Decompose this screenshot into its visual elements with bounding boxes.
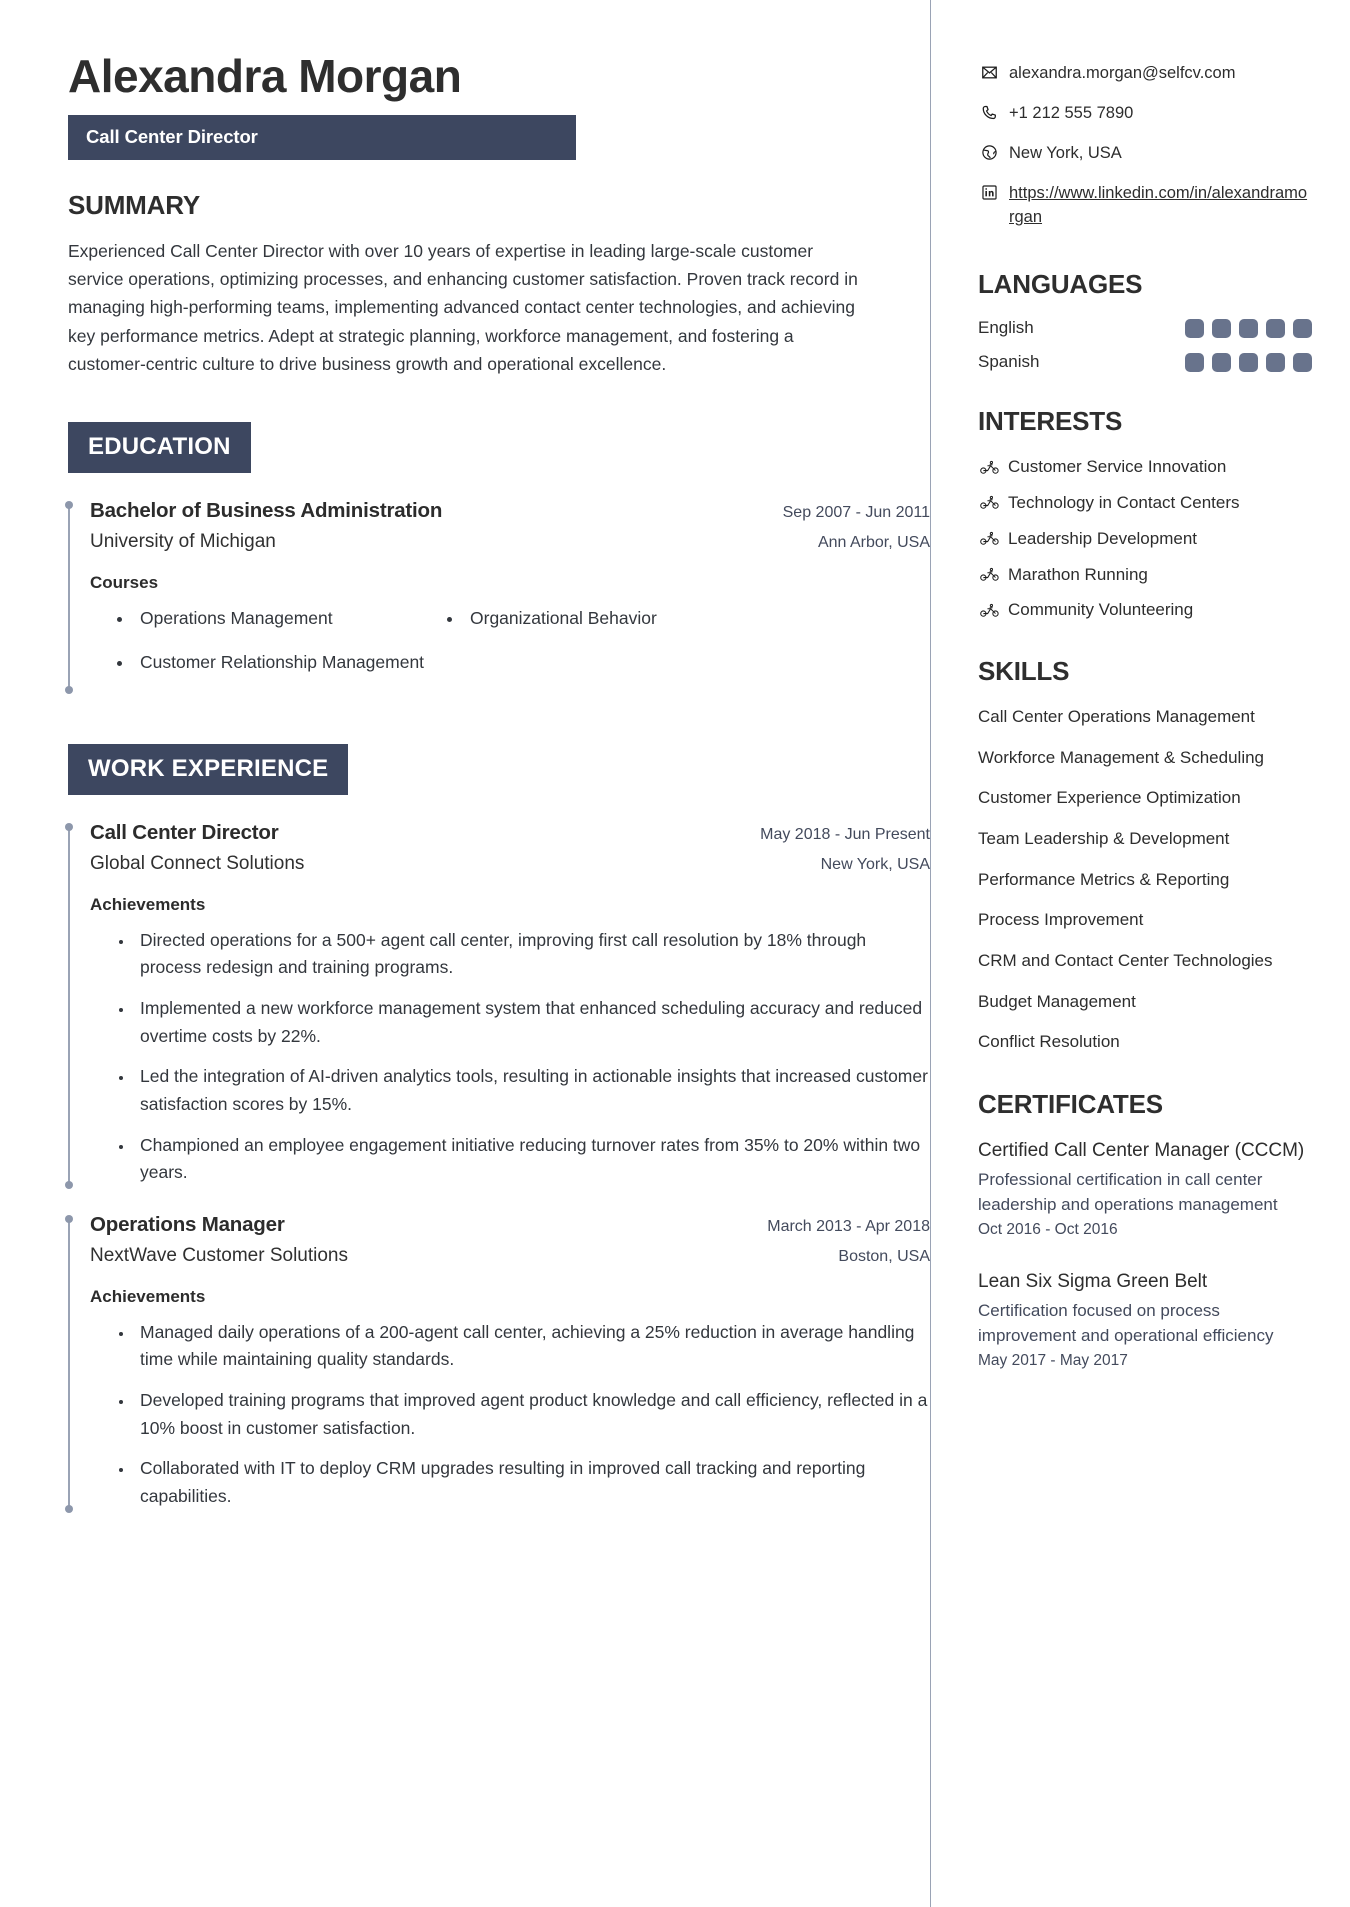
interest-label: Customer Service Innovation	[1008, 457, 1227, 477]
course-item: • Organizational Behavior	[464, 605, 780, 632]
level-square	[1266, 353, 1285, 372]
timeline-rail	[68, 1219, 70, 1509]
interest-item	[978, 491, 1312, 515]
linkedin-icon	[978, 182, 1000, 201]
achievement-item: • Developed training programs that improved agent product knowledge and call efficiency, reflected in a 10% boost in customer satisfaction.	[134, 1387, 930, 1442]
level-square	[1185, 353, 1204, 372]
sidebar-column	[930, 0, 1350, 1907]
skill-item: Call Center Operations Management	[978, 707, 1255, 727]
language-name: Spanish	[978, 352, 1040, 372]
certificates-list	[978, 1138, 1312, 1370]
skill-item: Process Improvement	[978, 910, 1144, 930]
course-item: • Operations Management	[134, 605, 450, 632]
interests-list	[978, 455, 1312, 622]
interests-heading: INTERESTS	[978, 406, 1123, 437]
work-location: Boston, USA	[838, 1247, 930, 1265]
skill-item: Conflict Resolution	[978, 1032, 1120, 1052]
education-location: Ann Arbor, USA	[817, 534, 930, 552]
achievements-list	[90, 1319, 930, 1511]
certificate-name: Certified Call Center Manager (CCCM)	[978, 1139, 1305, 1161]
phone-icon	[978, 102, 1000, 121]
education-school: University of Michigan	[90, 531, 276, 553]
achievement-item: • Led the integration of AI-driven analytics tools, resulting in actionable insights that increased customer satisfaction scores by 15%.	[134, 1063, 930, 1118]
interest-label: Marathon Running	[1008, 564, 1148, 584]
language-level-indicator	[1185, 319, 1312, 338]
contact-linkedin-text[interactable]: https://www.linkedin.com/in/alexandramorgan	[1009, 184, 1308, 226]
contact-item-location[interactable]	[978, 142, 1312, 165]
timeline-dot-top	[65, 823, 73, 831]
skill-item: Workforce Management & Scheduling	[978, 747, 1265, 767]
work-date: March 2013 - Apr 2018	[767, 1217, 930, 1235]
contact-email-text: alexandra.morgan@selfcv.com	[1009, 64, 1236, 82]
bicycle-icon	[978, 495, 1000, 510]
work-company: Global Connect Solutions	[90, 852, 305, 874]
achievement-item: • Collaborated with IT to deploy CRM upgrades resulting in improved call tracking and reporting capabilities.	[134, 1455, 930, 1510]
level-square	[1293, 319, 1312, 338]
skills-list	[978, 705, 1312, 1055]
timeline-rail	[68, 827, 70, 1185]
interest-label: Technology in Contact Centers	[1008, 492, 1240, 512]
interest-label: Community Volunteering	[1008, 600, 1194, 620]
level-square	[1293, 353, 1312, 372]
interest-item	[978, 598, 1312, 622]
certificate-description: Certification focused on process improvement and operational efficiency	[978, 1300, 1274, 1346]
bicycle-icon	[978, 603, 1000, 618]
contact-list	[978, 62, 1312, 229]
contact-item-phone[interactable]	[978, 102, 1312, 125]
timeline-dot-bottom	[65, 1181, 73, 1189]
languages-list	[978, 318, 1312, 372]
skill-item: Budget Management	[978, 991, 1136, 1011]
certificate-description: Professional certification in call center leadership and operations management	[978, 1169, 1278, 1215]
achievements-list	[90, 927, 930, 1187]
certificate-name: Lean Six Sigma Green Belt	[978, 1270, 1208, 1292]
work-entry	[68, 1213, 930, 1511]
timeline-dot-top	[65, 501, 73, 509]
contact-item-email[interactable]	[978, 62, 1312, 85]
languages-heading: LANGUAGES	[978, 269, 1143, 300]
work-role: Call Center Director	[90, 820, 279, 844]
bicycle-icon	[978, 567, 1000, 582]
level-square	[1266, 319, 1285, 338]
timeline-rail	[68, 505, 70, 689]
summary-heading: SUMMARY	[68, 189, 200, 220]
courses-list	[90, 605, 780, 691]
language-name: English	[978, 318, 1034, 338]
certificate-item	[978, 1138, 1312, 1239]
course-item: • Customer Relationship Management	[134, 649, 450, 676]
work-location: New York, USA	[820, 855, 930, 873]
globe-icon	[978, 142, 1000, 161]
achievements-label: Achievements	[90, 1286, 206, 1306]
language-item	[978, 352, 1312, 372]
work-role: Operations Manager	[90, 1212, 285, 1236]
interest-item	[978, 563, 1312, 587]
skill-item: Performance Metrics & Reporting	[978, 869, 1230, 889]
education-entry	[68, 499, 930, 691]
level-square	[1212, 353, 1231, 372]
work-entry	[68, 821, 930, 1187]
bicycle-icon	[978, 460, 1000, 475]
education-degree: Bachelor of Business Administration	[90, 499, 443, 523]
timeline-dot-bottom	[65, 686, 73, 694]
level-square	[1185, 319, 1204, 338]
language-item	[978, 318, 1312, 338]
achievement-item: • Directed operations for a 500+ agent call center, improving first call resolution by 18% through process redesign and training programs.	[134, 927, 930, 982]
timeline-dot-top	[65, 1215, 73, 1223]
skill-item: Team Leadership & Development	[978, 829, 1230, 849]
language-level-indicator	[1185, 353, 1312, 372]
work-date: May 2018 - Jun Present	[760, 825, 930, 843]
interest-item	[978, 455, 1312, 479]
work-experience-heading: WORK EXPERIENCE	[68, 744, 348, 795]
certificate-item	[978, 1269, 1312, 1370]
contact-item-linkedin[interactable]	[978, 182, 1312, 229]
certificates-heading: CERTIFICATES	[978, 1088, 1163, 1119]
certificate-date: May 2017 - May 2017	[978, 1351, 1128, 1369]
education-date: Sep 2007 - Jun 2011	[782, 504, 930, 522]
timeline-dot-bottom	[65, 1505, 73, 1513]
interest-item	[978, 527, 1312, 551]
certificate-date: Oct 2016 - Oct 2016	[978, 1220, 1118, 1238]
courses-label: Courses	[90, 573, 159, 593]
achievement-item: • Managed daily operations of a 200-agent call center, achieving a 25% reduction in average handling time while maintaining quality standards.	[134, 1319, 930, 1374]
education-heading: EDUCATION	[68, 422, 251, 473]
achievement-item: • Championed an employee engagement initiative reducing turnover rates from 35% to 20% within two years.	[134, 1132, 930, 1187]
contact-phone-text: +1 212 555 7890	[1009, 104, 1134, 123]
interest-label: Leadership Development	[1008, 528, 1198, 548]
candidate-job-title: Call Center Director	[68, 115, 576, 160]
envelope-icon	[978, 62, 1000, 81]
skill-item: CRM and Contact Center Technologies	[978, 950, 1273, 970]
skill-item: Customer Experience Optimization	[978, 788, 1241, 808]
work-company: NextWave Customer Solutions	[90, 1244, 349, 1266]
achievements-label: Achievements	[90, 894, 206, 914]
level-square	[1239, 319, 1258, 338]
bicycle-icon	[978, 531, 1000, 546]
candidate-name: Alexandra Morgan	[68, 50, 462, 102]
level-square	[1239, 353, 1258, 372]
contact-location-text: New York, USA	[1009, 144, 1122, 163]
level-square	[1212, 319, 1231, 338]
summary-text: Experienced Call Center Director with over 10 years of expertise in leading large-scale customer service operations, optimizing processes, and enhancing customer satisfaction. Proven track record in managing high-performing teams, implementing advanced contact center technologies, and achieving key performance metrics. Adept at strategic planning, workforce management, and fostering a customer-centric culture to drive business growth and operational excellence.	[68, 240, 858, 375]
skills-heading: SKILLS	[978, 656, 1070, 687]
column-divider	[930, 0, 931, 1907]
achievement-item: • Implemented a new workforce management system that enhanced scheduling accuracy and reduced overtime costs by 22%.	[134, 995, 930, 1050]
